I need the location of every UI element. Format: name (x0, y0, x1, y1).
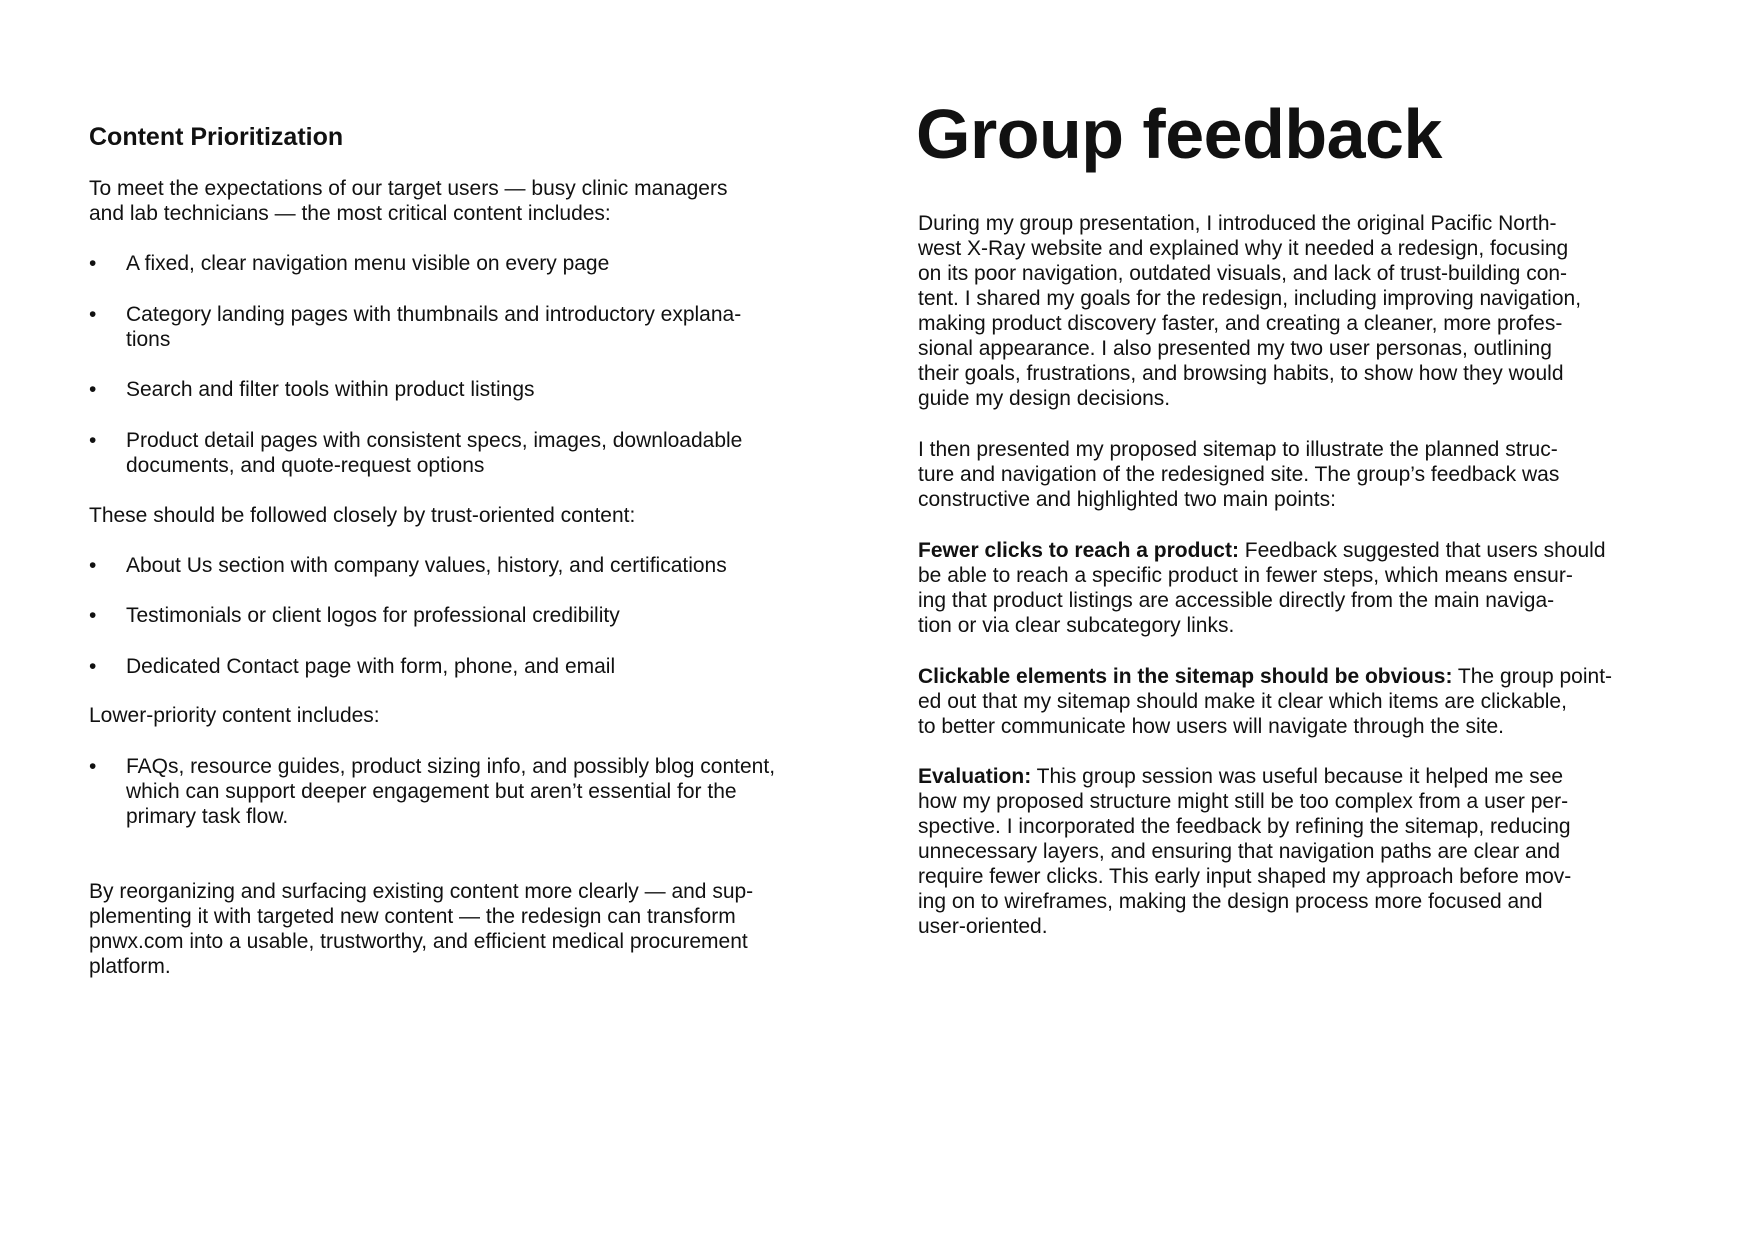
list-item-text: Product detail pages with consistent specs, images, downloadable documents, and quote-request options (126, 429, 743, 477)
bullet-icon: • (89, 429, 97, 452)
list-item-text: Testimonials or client logos for professional credibility (126, 604, 620, 627)
bullet-icon: • (89, 655, 97, 678)
evaluation-paragraph (918, 764, 1708, 939)
sitemap-paragraph: I then presented my proposed sitemap to illustrate the planned struc- ture and navigation of the redesigned site. The group’s feedback was constructive and highlighted two main points: (918, 438, 1560, 511)
list-item-text: Category landing pages with thumbnails and introductory explana- tions (126, 303, 742, 351)
feedback-point-fewer-clicks (918, 538, 1708, 638)
page-title-group-feedback: Group feedback (916, 95, 1442, 173)
section-title-content-prioritization: Content Prioritization (89, 123, 344, 151)
feedback-point-label: Fewer clicks to reach a product: (918, 539, 1239, 562)
feedback-point-text: The group point- ed out that my sitemap should make it clear which items are clickable, to better communicate how users will navigate through the site. (918, 665, 1613, 738)
lower-priority-heading: Lower-priority content includes: (89, 704, 380, 727)
feedback-point-label: Clickable elements in the sitemap should be obvious: (918, 665, 1453, 688)
bullet-icon: • (89, 755, 97, 778)
feedback-point-text: Feedback suggested that users should be able to reach a specific product in fewer steps, which means ensur- ing that product listings are accessible directly from the main naviga- tion or via clear subcategory links. (918, 539, 1606, 637)
bullet-icon: • (89, 303, 97, 326)
bullet-icon: • (89, 554, 97, 577)
feedback-point-clickable (918, 664, 1708, 739)
list-item-text: FAQs, resource guides, product sizing info, and possibly blog content, which can support deeper engagement but aren’t essential for the primary task flow. (126, 755, 776, 828)
bullet-icon: • (89, 604, 97, 627)
trust-heading: These should be followed closely by trust-oriented content: (89, 504, 636, 527)
evaluation-label: Evaluation: (918, 765, 1032, 788)
intro-paragraph: To meet the expectations of our target users — busy clinic managers and lab technicians — the most critical content includes: (89, 177, 728, 225)
evaluation-text: This group session was useful because it helped me see how my proposed structure might still be too complex from a user per- spective. I incorporated the feedback by refining the sitemap, reducing unnecessary layers, and ensuring that navigation paths are clear and require fewer clicks. This early input shaped my approach before mov- ing on to wireframes, making the design process more focused and user-oriented. (918, 765, 1572, 938)
presentation-paragraph: During my group presentation, I introduced the original Pacific North- west X-Ray website and explained why it needed a redesign, focusing on its poor navigation, outdated visuals, and lack of trust-building con- tent. I shared my goals for the redesign, including improving navigation, making product discovery faster, and creating a cleaner, more profes- sional appearance. I also presented my two user personas, outlining their goals, frustrations, and browsing habits, to show how they would guide my design decisions. (918, 212, 1582, 410)
bullet-icon: • (89, 252, 97, 275)
list-item-text: Dedicated Contact page with form, phone, and email (126, 655, 616, 678)
list-item-text: Search and filter tools within product listings (126, 378, 535, 401)
bullet-icon: • (89, 378, 97, 401)
list-item-text: About Us section with company values, history, and certifications (126, 554, 727, 577)
conclusion-paragraph: By reorganizing and surfacing existing content more clearly — and sup- plementing it with targeted new content — the redesign can transform pnwx.com into a usable, trustworthy, and efficient medical procurement platform. (89, 880, 754, 978)
list-item-text: A fixed, clear navigation menu visible on every page (126, 252, 610, 275)
